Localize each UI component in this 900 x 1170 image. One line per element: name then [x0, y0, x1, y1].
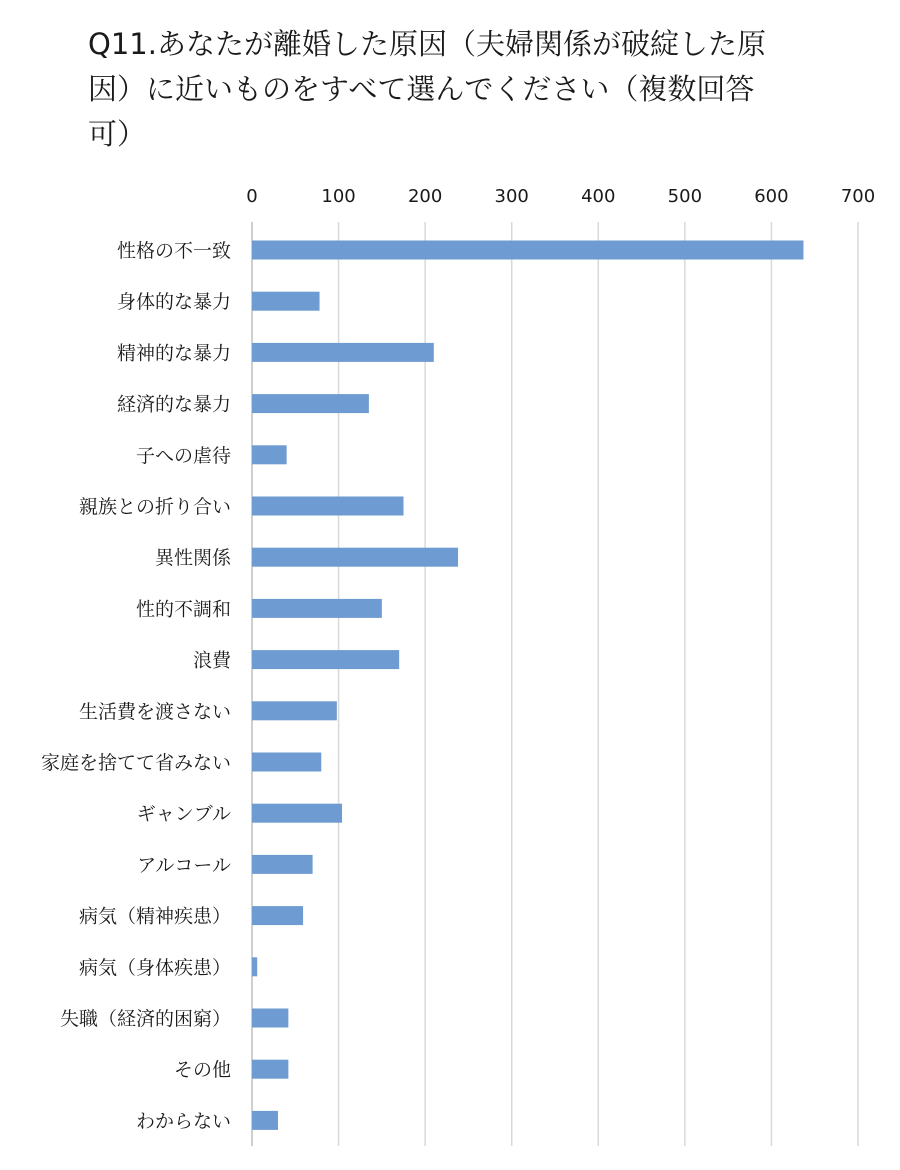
bar — [252, 241, 803, 260]
bar — [252, 394, 369, 413]
category-label: 病気（身体疾患） — [78, 956, 231, 979]
bar — [252, 753, 321, 772]
bar — [252, 292, 320, 311]
category-label: その他 — [173, 1059, 231, 1082]
bars — [252, 241, 803, 1130]
category-label: 性的不調和 — [135, 598, 231, 621]
category-label: わからない — [135, 1110, 231, 1133]
bar — [252, 599, 382, 618]
bar — [252, 1111, 278, 1130]
category-label: 家庭を捨てて省みない — [40, 752, 231, 774]
bar — [252, 855, 313, 874]
category-label: 経済的な暴力 — [116, 393, 231, 416]
bar — [252, 1009, 288, 1028]
category-label: 浪費 — [192, 649, 231, 672]
category-labels — [41, 240, 232, 1132]
bar — [252, 1060, 288, 1079]
bar — [252, 343, 434, 362]
category-label: 親族との折り合い — [78, 496, 231, 518]
bar — [252, 650, 399, 669]
x-axis-tick-labels — [246, 186, 875, 207]
bar — [252, 957, 257, 976]
bar — [252, 445, 287, 464]
x-tick-label: 500 — [667, 186, 703, 207]
x-tick-label: 200 — [407, 186, 443, 207]
bar — [252, 548, 458, 567]
category-label: アルコール — [137, 854, 231, 877]
category-label: 子への虐待 — [135, 444, 231, 467]
category-label: ギャンブル — [136, 803, 231, 826]
category-label: 失職（経済的困窮） — [59, 1008, 231, 1030]
category-label: 性格の不一致 — [116, 240, 231, 262]
category-label: 異性関係 — [154, 547, 231, 570]
bar — [252, 804, 342, 823]
bar — [252, 701, 337, 720]
x-tick-label: 700 — [840, 186, 876, 207]
category-label: 生活費を渡さない — [78, 700, 231, 723]
x-tick-label: 100 — [321, 186, 356, 207]
category-label: 精神的な暴力 — [116, 342, 231, 365]
x-tick-label: 600 — [754, 186, 789, 207]
category-label: 身体的な暴力 — [116, 291, 231, 314]
x-tick-label: 400 — [581, 186, 616, 207]
x-tick-label: 300 — [494, 186, 529, 207]
category-label: 病気（精神疾患） — [78, 905, 231, 928]
bar — [252, 906, 303, 925]
chart-title: Q11.あなたが離婚した原因（夫婦関係が破綻した原因）に近いものをすべて選んでください（複数回答可） — [88, 27, 766, 151]
bar — [252, 497, 404, 516]
x-tick-label: 0 — [246, 186, 258, 207]
